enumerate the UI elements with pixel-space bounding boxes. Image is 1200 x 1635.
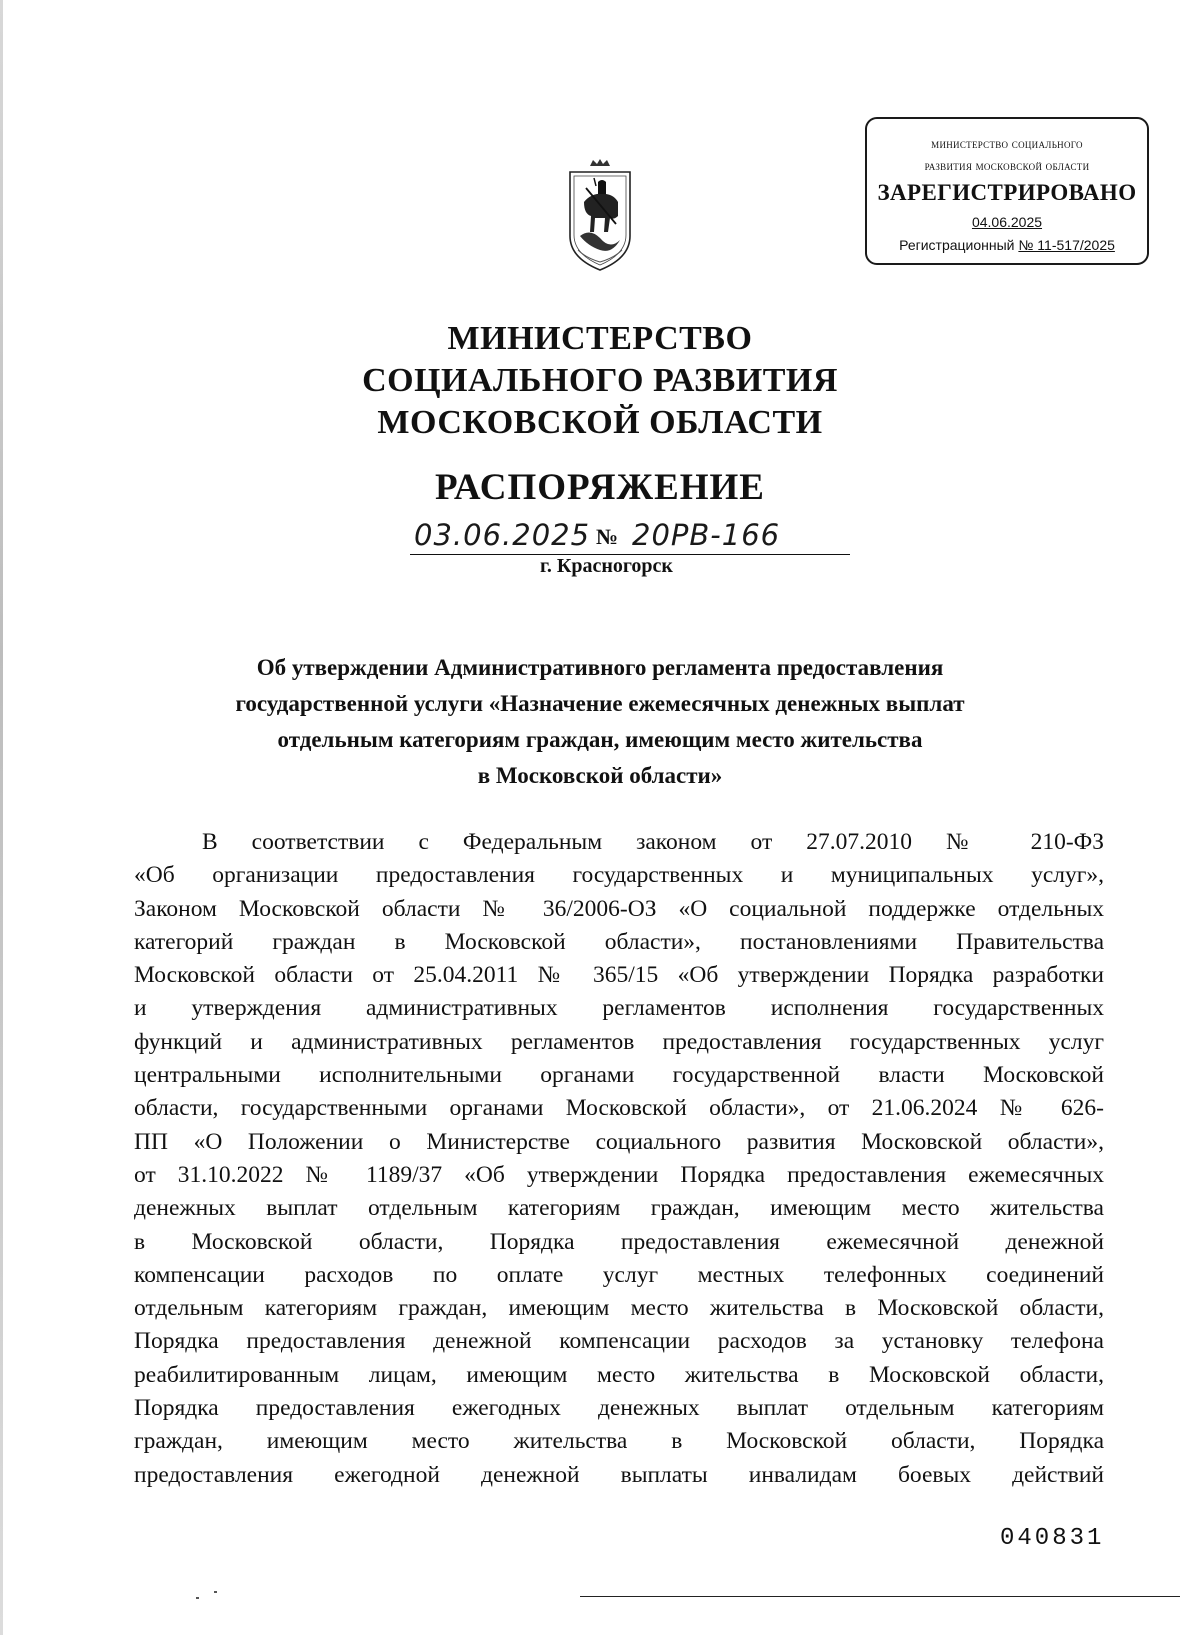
document-type: РАСПОРЯЖЕНИЕ bbox=[434, 467, 765, 508]
number-sign: № bbox=[596, 524, 619, 549]
stamp-reg-number: № 11-517/2025 bbox=[1018, 237, 1115, 253]
body-line: ПП «О Положении о Министерстве социального развития Московской области», bbox=[134, 1128, 1104, 1155]
body-line: предоставления ежегодной денежной выплаты инвалидам боевых действий bbox=[134, 1461, 1104, 1488]
coat-of-arms-icon bbox=[562, 158, 638, 276]
body-line: от 31.10.2022 № 1189/37 «Об утверждении Порядка предоставления ежемесячных bbox=[134, 1161, 1104, 1188]
body-line: Порядка предоставления денежной компенсации расходов за установку телефона bbox=[134, 1328, 1104, 1355]
body-line: Законом Московской области № 36/2006-ОЗ «О социальной поддержке отдельных bbox=[134, 895, 1104, 922]
stamp-date-value: 04.06.2025 bbox=[971, 214, 1043, 230]
subject-line1: Об утверждении Административного регламента предоставления bbox=[256, 655, 944, 680]
body-line: категорий граждан в Московской области», постановлениями Правительства bbox=[134, 928, 1104, 955]
subject-line3: отдельным категориям граждан, имеющим место жительства bbox=[277, 727, 923, 752]
footer-divider bbox=[580, 1596, 1180, 1597]
document-code: 040831 bbox=[1000, 1525, 1105, 1552]
body-paragraph bbox=[134, 826, 1104, 1492]
date-number-line bbox=[410, 518, 850, 555]
body-line: функций и административных регламентов предоставления государственных услуг bbox=[134, 1028, 1104, 1055]
body-line: денежных выплат отдельным категориям граждан, имеющим место жительства bbox=[134, 1195, 1104, 1222]
stamp-ministry-line2: развития московской области bbox=[924, 159, 1090, 173]
city-name: г. Красногорск bbox=[540, 555, 673, 577]
ministry-header-line1: МИНИСТЕРСТВО bbox=[447, 320, 753, 357]
body-line: отдельным категориям граждан, имеющим место жительства в Московской области, bbox=[134, 1295, 1104, 1322]
ministry-header-line3: МОСКОВСКОЙ ОБЛАСТИ bbox=[377, 404, 823, 441]
stamp-registration bbox=[867, 237, 1147, 253]
registration-stamp bbox=[865, 117, 1149, 265]
body-line: граждан, имеющим место жительства в Московской области, Порядка bbox=[134, 1428, 1104, 1455]
body-line: в Московской области, Порядка предоставления ежемесячной денежной bbox=[134, 1228, 1104, 1255]
scan-edge bbox=[0, 0, 3, 1635]
body-line: «Об организации предоставления государственных и муниципальных услуг», bbox=[134, 862, 1104, 889]
stamp-status: ЗАРЕГИСТРИРОВАНО bbox=[877, 180, 1137, 205]
ministry-header-line2: СОЦИАЛЬНОГО РАЗВИТИЯ bbox=[362, 362, 838, 399]
subject-line4: в Московской области» bbox=[477, 763, 723, 788]
stamp-reg-label: Регистрационный bbox=[899, 237, 1015, 253]
scan-speck bbox=[214, 1591, 217, 1593]
body-line: области, государственными органами Московской области», от 21.06.2024 № 626- bbox=[134, 1095, 1104, 1122]
body-line: и утверждения административных регламентов исполнения государственных bbox=[134, 995, 1104, 1022]
scan-speck bbox=[196, 1597, 199, 1599]
stamp-ministry-name bbox=[867, 133, 1147, 177]
body-line: Порядка предоставления ежегодных денежных выплат отдельным категориям bbox=[134, 1395, 1104, 1422]
body-line: центральными исполнительными органами государственной власти Московской bbox=[134, 1062, 1104, 1089]
subject-line2: государственной услуги «Назначение ежемесячных денежных выплат bbox=[235, 691, 965, 716]
handwritten-number: 20РВ-166 bbox=[632, 518, 781, 552]
document-subject bbox=[0, 650, 1200, 794]
stamp-ministry-line1: министерство социального bbox=[931, 137, 1083, 151]
body-line: реабилитированным лицам, имеющим место жительства в Московской области, bbox=[134, 1361, 1104, 1388]
body-line: компенсации расходов по оплате услуг местных телефонных соединений bbox=[134, 1261, 1104, 1288]
body-line: Московской области от 25.04.2011 № 365/15 «Об утверждении Порядка разработки bbox=[134, 962, 1104, 989]
handwritten-date: 03.06.2025 bbox=[414, 518, 591, 552]
body-line: В соответствии с Федеральным законом от 27.07.2010 № 210-ФЗ bbox=[202, 829, 1104, 855]
stamp-date bbox=[867, 214, 1147, 230]
ministry-header bbox=[0, 318, 1200, 444]
